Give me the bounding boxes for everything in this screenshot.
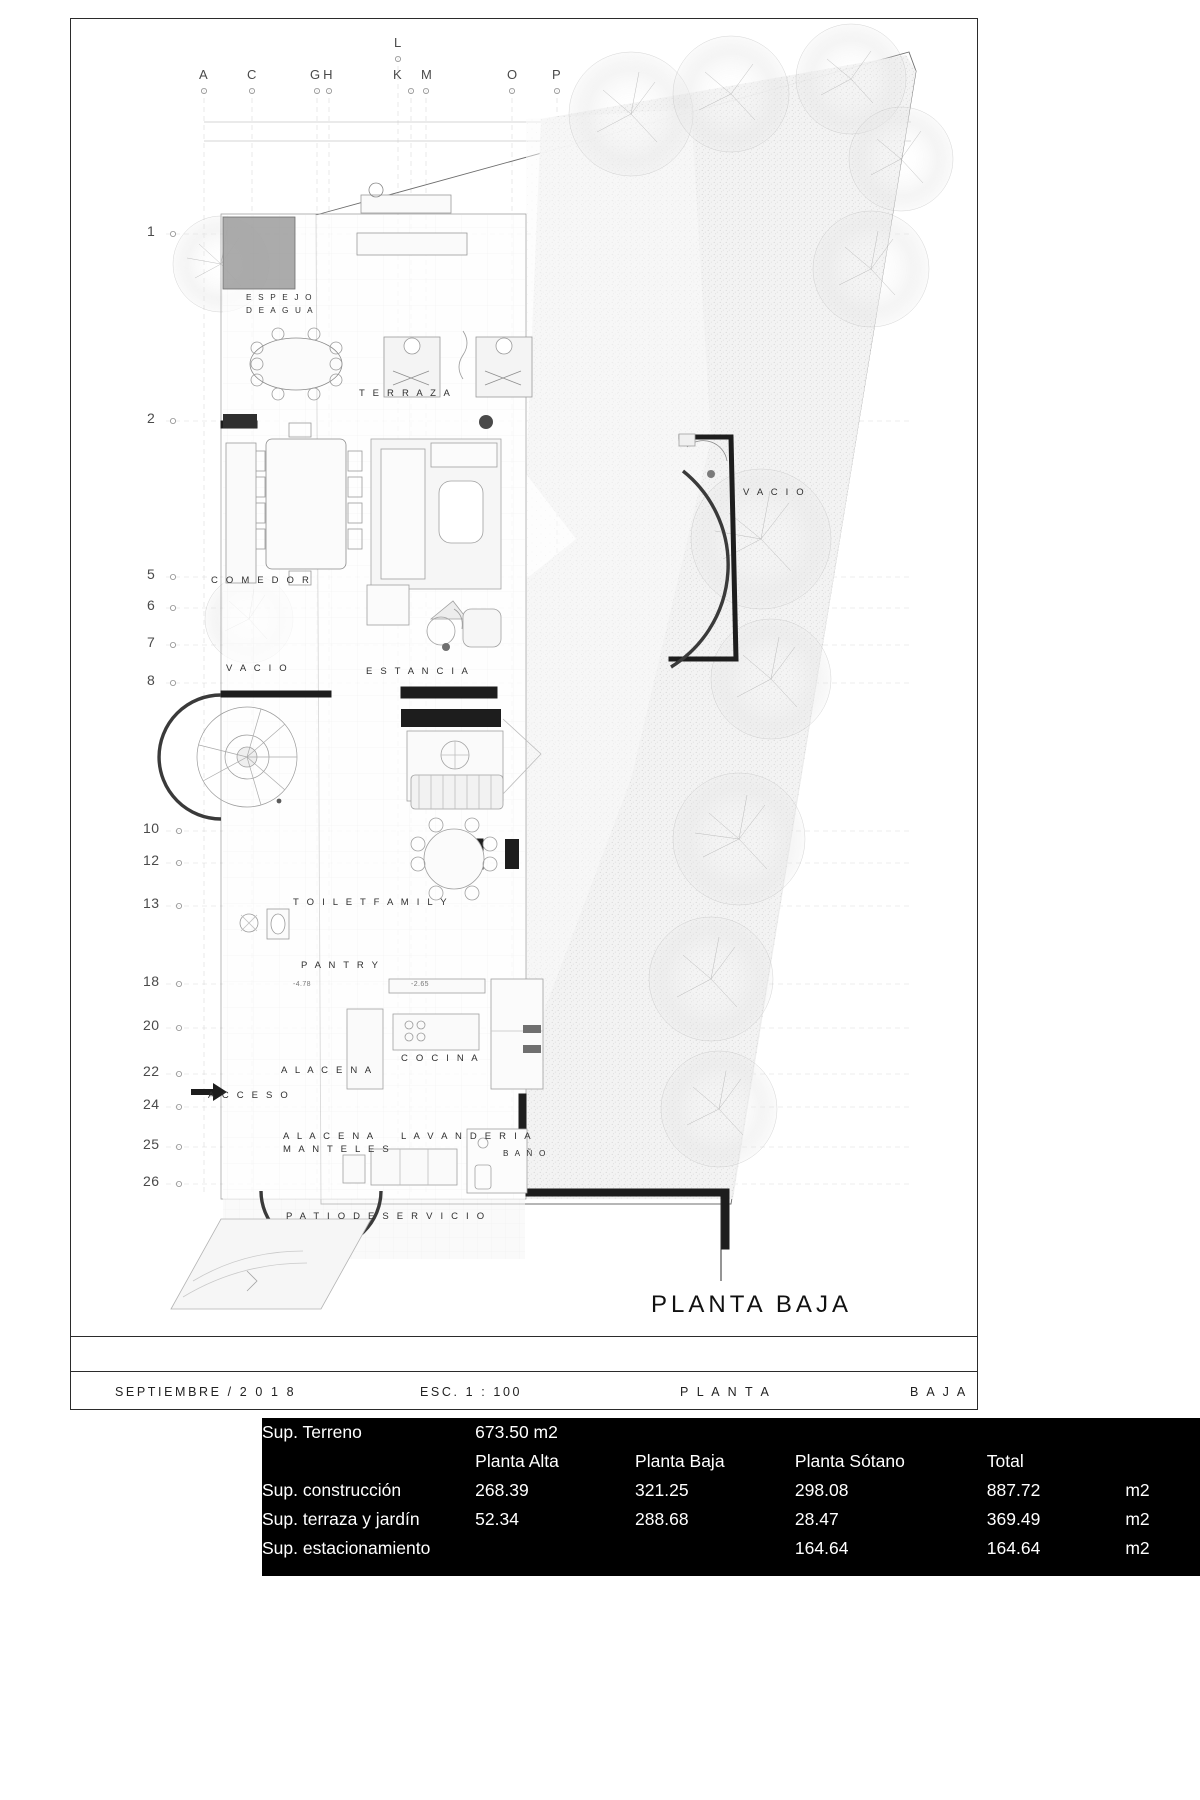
column-header-planta-alta: Planta Alta (475, 1451, 559, 1471)
table-row (262, 1534, 1200, 1563)
room-label-patio-servicio: P A T I O D E S E R V I C I O (286, 1211, 487, 1222)
title-block-divider (70, 1371, 978, 1372)
floor-plan-drawing (71, 19, 979, 1337)
room-label-pantry: P A N T R Y (301, 960, 381, 971)
grid-number: 7 (147, 634, 156, 650)
grid-number: 20 (143, 1017, 160, 1033)
room-label-terraza: T E R R A Z A (359, 388, 453, 399)
table-row (262, 1505, 1200, 1534)
title-block (70, 1336, 978, 1410)
grid-letter: GH (310, 67, 336, 82)
terrain-label: Sup. Terreno (262, 1422, 362, 1442)
grid-letter: P (552, 67, 564, 82)
grid-letter: A (199, 67, 211, 82)
grid-number: 26 (143, 1173, 160, 1189)
grid-number: 24 (143, 1096, 160, 1112)
table-row (262, 1476, 1200, 1505)
room-label-espejo-de-agua-2: D E A G U A (246, 306, 315, 315)
terrain-value: 673.50 m2 (475, 1422, 558, 1442)
cell-construccion-sotano: 298.08 (794, 1480, 849, 1500)
room-label-vacio-left: V A C I O (226, 663, 290, 674)
room-label-vacio-right: V A C I O (743, 487, 807, 498)
cell-terraza-unit: m2 (1125, 1509, 1150, 1529)
grid-letter: M (421, 67, 435, 82)
grid-number: 8 (147, 672, 156, 688)
areas-table-grid (262, 1418, 1200, 1563)
driveway (171, 1219, 371, 1309)
room-label-cocina: C O C I N A (401, 1053, 481, 1064)
column-header-total: Total (986, 1451, 1024, 1471)
areas-summary-table (262, 1418, 1200, 1576)
grid-number: 18 (143, 973, 160, 989)
cell-terraza-sotano: 28.47 (794, 1509, 839, 1529)
drawing-sheet (70, 18, 978, 1410)
table-row-header (262, 1447, 1200, 1476)
cell-estacionamiento-unit: m2 (1125, 1538, 1150, 1558)
room-label-estancia: E S T A N C I A (366, 666, 471, 677)
grid-letter: O (507, 67, 521, 82)
titleblock-scale: ESC. 1 : 100 (420, 1385, 523, 1399)
grid-number: 2 (147, 410, 156, 426)
titleblock-name-left: P L A N T A (680, 1385, 772, 1399)
row-label-estacionamiento: Sup. estacionamiento (262, 1538, 431, 1558)
grid-number: 25 (143, 1136, 160, 1152)
cell-construccion-total: 887.72 (986, 1480, 1041, 1500)
room-label-acceso: A C C E S O (208, 1090, 291, 1101)
cell-estacionamiento-baja (635, 1534, 795, 1563)
cell-estacionamiento-total: 164.64 (986, 1538, 1041, 1558)
column-header-planta-sotano: Planta Sótano (794, 1451, 905, 1471)
grid-letter: K (393, 67, 405, 82)
cell-construccion-alta: 268.39 (475, 1480, 529, 1500)
titleblock-date: SEPTIEMBRE / 2 0 1 8 (115, 1385, 297, 1399)
room-label-bano: B A Ñ O (503, 1149, 548, 1158)
room-label-toilet-family: T O I L E T F A M I L Y (293, 897, 450, 908)
grid-number: 5 (147, 566, 156, 582)
grid-number: 1 (147, 223, 156, 239)
room-label-alacena: A L A C E N A (281, 1065, 374, 1076)
level-note: -4.78 (293, 981, 311, 988)
plan-title: PLANTA BAJA (651, 1291, 852, 1318)
titleblock-name-right: B A J A (910, 1385, 968, 1399)
level-note: -2.65 (411, 981, 429, 988)
grid-number: 12 (143, 852, 160, 868)
grid-number: 13 (143, 895, 160, 911)
cell-estacionamiento-sotano: 164.64 (794, 1538, 849, 1558)
cell-construccion-baja: 321.25 (635, 1480, 689, 1500)
grid-number: 22 (143, 1063, 160, 1079)
room-label-lavanderia: L A V A N D E R I A (401, 1131, 534, 1142)
grid-letter: L (394, 35, 405, 50)
grid-letter: C (247, 67, 260, 82)
row-label-terraza-jardin: Sup. terraza y jardín (262, 1509, 420, 1529)
grid-number: 10 (143, 820, 160, 836)
room-label-espejo-de-agua: E S P E J O (246, 293, 314, 302)
cell-construccion-unit: m2 (1125, 1480, 1150, 1500)
room-label-manteles: M A N T E L E S (283, 1144, 392, 1155)
cell-terraza-baja: 288.68 (635, 1509, 689, 1529)
table-row-terrain (262, 1418, 1200, 1447)
row-label-construccion: Sup. construcción (262, 1480, 402, 1500)
column-header-planta-baja: Planta Baja (635, 1451, 725, 1471)
cell-estacionamiento-alta (475, 1534, 635, 1563)
grid-number: 6 (147, 597, 156, 613)
room-label-alacena-2: A L A C E N A (283, 1131, 376, 1142)
cell-terraza-total: 369.49 (986, 1509, 1041, 1529)
room-label-comedor: C O M E D O R (211, 575, 312, 586)
cell-terraza-alta: 52.34 (475, 1509, 519, 1529)
